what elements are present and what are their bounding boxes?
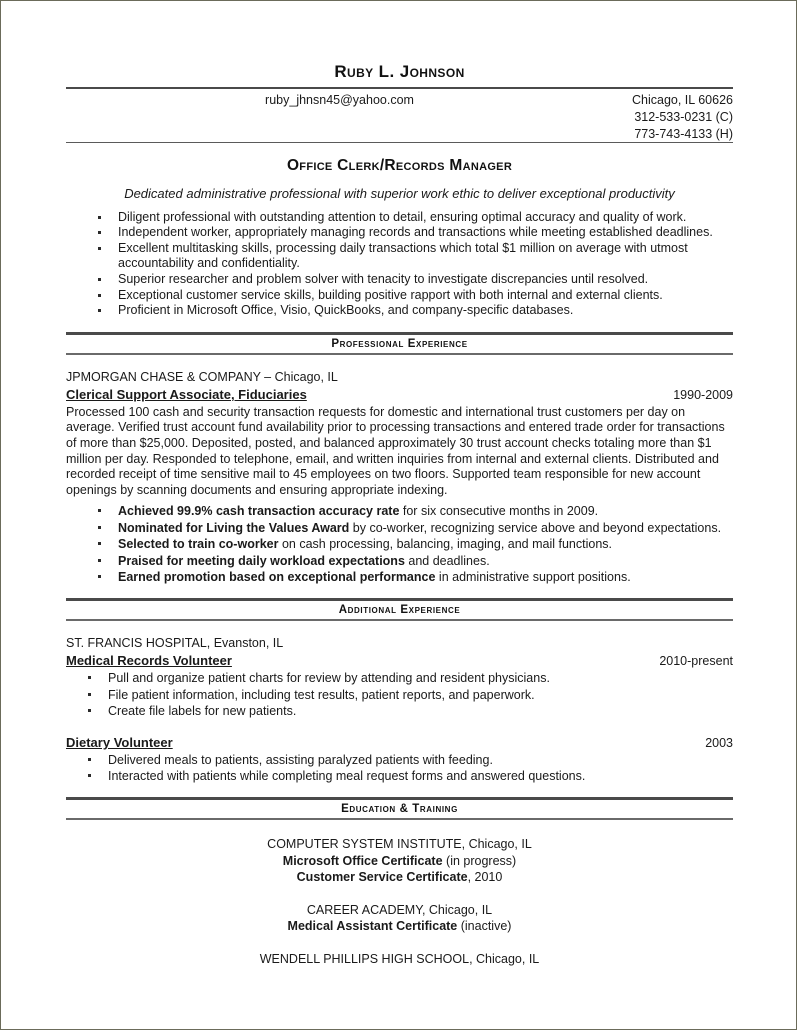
school-name: CAREER ACADEMY, Chicago, IL	[306, 902, 493, 917]
experience-entry-dietary	[66, 734, 733, 784]
role-row	[66, 386, 733, 403]
achievement-lead: Nominated for Living the Values Award	[118, 520, 350, 535]
list-item: Pull and organize patient charts for review by attending and resident physicians.	[66, 670, 733, 686]
professional-tagline: Dedicated administrative professional with superior work ethic to deliver exceptional productivity	[124, 185, 675, 201]
employer-name: JPMORGAN CHASE & COMPANY – Chicago, IL	[66, 369, 338, 384]
achievement-rest: and deadlines.	[404, 553, 490, 568]
list-item: File patient information, including test results, patient reports, and paperwork.	[66, 687, 733, 703]
experience-entry-st-francis	[66, 635, 733, 719]
job-description: Processed 100 cash and security transaction requests for domestic and international trust customers per day on average. Verified trust account fund availability prior to processing transactions and entered trade order for transactions of more than $25,000. Deposited, posted, and balanced approximately 30 trust account checks totaling more than $1 million per day. Responded to telephone, email, and written inquiries from internal and external clients. Distributed and recorded receipt of time sensitive mail to 45 employees on two floors. Supported team responsible for new account openings by scanning documents and ensuring appropriate indexing.	[66, 404, 725, 497]
credential-detail: , 2010	[467, 870, 503, 885]
list-item	[66, 520, 733, 536]
school-name: COMPUTER SYSTEM INSTITUTE, Chicago, IL	[267, 837, 532, 852]
job-title: Clerical Support Associate, Fiduciaries	[66, 386, 307, 402]
school-name: WENDELL PHILLIPS HIGH SCHOOL, Chicago, IL	[259, 951, 540, 966]
list-item: Superior researcher and problem solver with tenacity to investigate discrepancies until resolved.	[66, 272, 733, 288]
section-header-education	[66, 797, 733, 820]
resume-header	[66, 1, 733, 143]
achievement-rest: by co-worker, recognizing service above and beyond expectations.	[349, 520, 722, 535]
credential-name: Medical Assistant Certificate	[287, 919, 458, 934]
contact-location: Chicago, IL 60626	[631, 92, 733, 107]
list-item: Delivered meals to patients, assisting paralyzed patients with feeding.	[66, 752, 733, 768]
employment-dates: 2010-present	[659, 654, 733, 669]
section-title: Professional Experience	[331, 337, 468, 350]
band-rule-bottom	[66, 619, 733, 621]
credential-name: Customer Service Certificate	[296, 870, 468, 885]
credential	[66, 918, 733, 935]
contact-phone-cell: 312-533-0231 (C)	[634, 109, 733, 124]
role-row	[66, 734, 733, 751]
section-title: Education & Training	[341, 803, 458, 816]
credential-detail: (inactive)	[457, 919, 512, 934]
credential	[66, 853, 733, 870]
achievement-lead: Praised for meeting daily workload expectations	[118, 553, 405, 568]
credential-name: Microsoft Office Certificate	[282, 853, 443, 868]
list-item: Excellent multitasking skills, processing daily transactions which total $1 million on average with utmost accountability and confidentiality.	[66, 241, 733, 272]
role-row	[66, 652, 733, 669]
employment-dates: 1990-2009	[673, 387, 733, 402]
list-item	[66, 553, 733, 569]
experience-entry-jpmorgan	[66, 369, 733, 586]
achievement-bullet-list	[66, 503, 733, 585]
target-job-title: Office Clerk/Records Manager	[286, 156, 513, 174]
list-item: Interacted with patients while completing meal request forms and answered questions.	[66, 768, 733, 784]
education-entry-wendell-phillips	[66, 951, 733, 968]
list-item	[66, 536, 733, 552]
summary-bullet-list	[66, 210, 733, 319]
duty-bullet-list	[66, 670, 733, 719]
employer-name: ST. FRANCIS HOSPITAL, Evanston, IL	[66, 636, 284, 651]
contact-email: ruby_jhnsn45@yahoo.com	[265, 92, 414, 107]
duty-bullet-list	[66, 752, 733, 784]
achievement-rest: in administrative support positions.	[435, 570, 631, 585]
education-entry-career-academy	[66, 902, 733, 935]
credential	[66, 869, 733, 886]
list-item: Diligent professional with outstanding attention to detail, ensuring optimal accuracy and quality of work.	[66, 210, 733, 226]
achievement-rest: on cash processing, balancing, imaging, and mail functions.	[278, 537, 612, 552]
section-title: Additional Experience	[338, 604, 461, 617]
contact-details	[632, 92, 733, 143]
list-item: Independent worker, appropriately managing records and transactions while meeting established deadlines.	[66, 225, 733, 241]
band-rule-bottom	[66, 353, 733, 355]
education-entry-computer-system-institute	[66, 836, 733, 886]
band-rule-bottom	[66, 818, 733, 820]
list-item	[66, 503, 733, 519]
resume-content	[66, 1, 733, 967]
list-item: Exceptional customer service skills, building positive rapport with both internal and external clients.	[66, 288, 733, 304]
summary-section	[66, 157, 733, 319]
candidate-name: Ruby L. Johnson	[334, 62, 465, 81]
achievement-lead: Achieved 99.9% cash transaction accuracy rate	[118, 504, 400, 519]
list-item: Proficient in Microsoft Office, Visio, QuickBooks, and company-specific databases.	[66, 303, 733, 319]
job-title: Dietary Volunteer	[66, 735, 173, 751]
credential-detail: (in progress)	[442, 853, 517, 868]
job-title: Medical Records Volunteer	[66, 653, 232, 669]
contact-block	[66, 89, 733, 142]
achievement-rest: for six consecutive months in 2009.	[399, 504, 599, 519]
list-item: Create file labels for new patients.	[66, 703, 733, 719]
achievement-lead: Earned promotion based on exceptional performance	[118, 570, 436, 585]
contact-phone-home: 773-743-4133 (H)	[634, 126, 733, 141]
achievement-lead: Selected to train co-worker	[118, 537, 279, 552]
employment-dates: 2003	[705, 736, 733, 751]
list-item	[66, 569, 733, 585]
section-header-professional-experience	[66, 332, 733, 355]
section-header-additional-experience	[66, 598, 733, 621]
